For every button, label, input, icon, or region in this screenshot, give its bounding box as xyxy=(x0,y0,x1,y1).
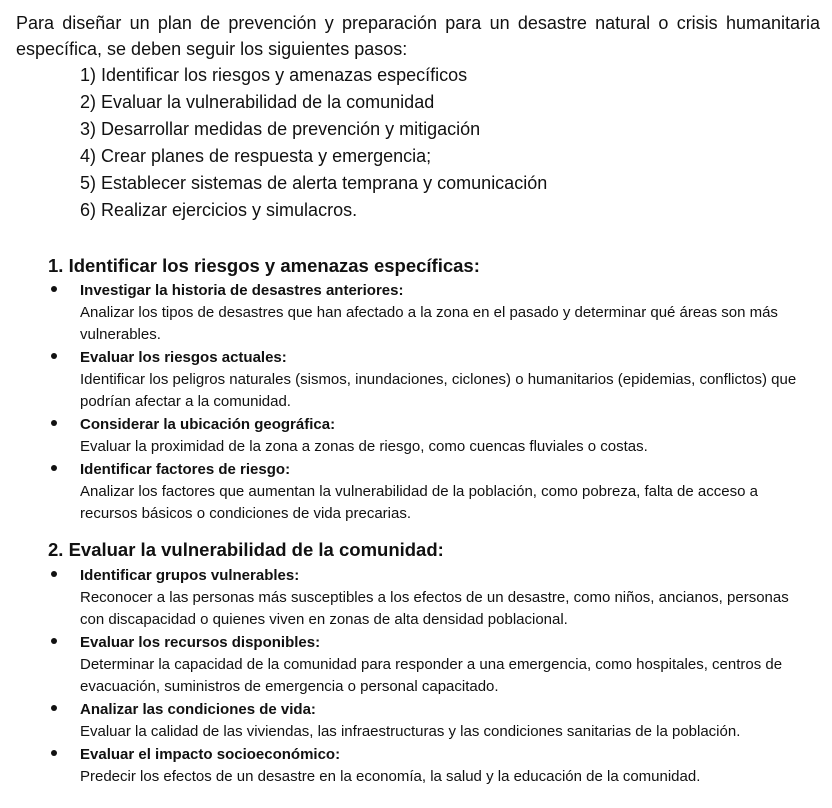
bullet-heading: Evaluar los recursos disponibles: xyxy=(80,634,321,651)
step-item: 2) Evaluar la vulnerabilidad de la comunidad xyxy=(80,92,435,112)
steps-list xyxy=(80,62,547,224)
section-2-bullets xyxy=(0,565,832,789)
bullet-heading: Evaluar el impacto socioeconómico: xyxy=(80,746,341,763)
bullet-item xyxy=(0,280,832,346)
bullet-item xyxy=(0,414,832,458)
bullet-item xyxy=(0,459,832,525)
bullet-body: Analizar los factores que aumentan la vulnerabilidad de la población, como pobreza, falta de acceso a recursos básicos o condiciones de vida precarias. xyxy=(80,483,758,522)
bullet-body: Determinar la capacidad de la comunidad para responder a una emergencia, como hospitales, centros de evacuación, suministros de emergencia o personal capacitado. xyxy=(80,656,783,695)
bullet-dot-icon xyxy=(51,286,57,292)
step-item: 5) Establecer sistemas de alerta temprana y comunicación xyxy=(80,173,548,193)
bullet-dot-icon xyxy=(51,420,57,426)
bullet-item xyxy=(0,565,832,631)
section-1-title: 1. Identificar los riesgos y amenazas específicas: xyxy=(48,255,480,276)
step-item: 3) Desarrollar medidas de prevención y mitigación xyxy=(80,119,481,139)
bullet-item xyxy=(0,744,832,788)
bullet-body: Evaluar la proximidad de la zona a zonas de riesgo, como cuencas fluviales o costas. xyxy=(80,438,648,455)
bullet-body: Identificar los peligros naturales (sismos, inundaciones, ciclones) o humanitarios (epidemias, conflictos) que podrían afectar a la comunidad. xyxy=(80,371,797,410)
bullet-heading: Identificar grupos vulnerables: xyxy=(80,567,300,584)
bullet-dot-icon xyxy=(51,705,57,711)
step-item: 4) Crear planes de respuesta y emergencia; xyxy=(80,146,432,166)
section-1-bullets xyxy=(0,280,832,526)
step-item: 1) Identificar los riesgos y amenazas específicos xyxy=(80,65,468,85)
bullet-body: Predecir los efectos de un desastre en la economía, la salud y la educación de la comunidad. xyxy=(80,768,701,785)
bullet-item xyxy=(0,347,832,413)
bullet-body: Evaluar la calidad de las viviendas, las infraestructuras y las condiciones sanitarias de la población. xyxy=(80,723,741,740)
bullet-dot-icon xyxy=(51,638,57,644)
bullet-item xyxy=(0,699,832,743)
bullet-dot-icon xyxy=(51,750,57,756)
section-2-title: 2. Evaluar la vulnerabilidad de la comunidad: xyxy=(48,539,444,560)
bullet-heading: Investigar la historia de desastres anteriores: xyxy=(80,282,404,299)
bullet-dot-icon xyxy=(51,465,57,471)
bullet-body: Reconocer a las personas más susceptibles a los efectos de un desastre, como niños, ancianos, personas con discapacidad o quienes viven en zonas de alta densidad poblacional. xyxy=(80,589,789,628)
bullet-body: Analizar los tipos de desastres que han afectado a la zona en el pasado y determinar qué áreas son más vulnerables. xyxy=(80,304,778,343)
bullet-dot-icon xyxy=(51,353,57,359)
bullet-heading: Considerar la ubicación geográfica: xyxy=(80,416,336,433)
bullet-dot-icon xyxy=(51,571,57,577)
bullet-heading: Evaluar los riesgos actuales: xyxy=(80,349,287,366)
intro-paragraph: Para diseñar un plan de prevención y preparación para un desastre natural o crisis humanitaria específica, se deben seguir los siguientes pasos: xyxy=(16,13,820,59)
bullet-heading: Analizar las condiciones de vida: xyxy=(80,701,316,718)
bullet-item xyxy=(0,632,832,698)
bullet-heading: Identificar factores de riesgo: xyxy=(80,461,291,478)
step-item: 6) Realizar ejercicios y simulacros. xyxy=(80,200,358,220)
